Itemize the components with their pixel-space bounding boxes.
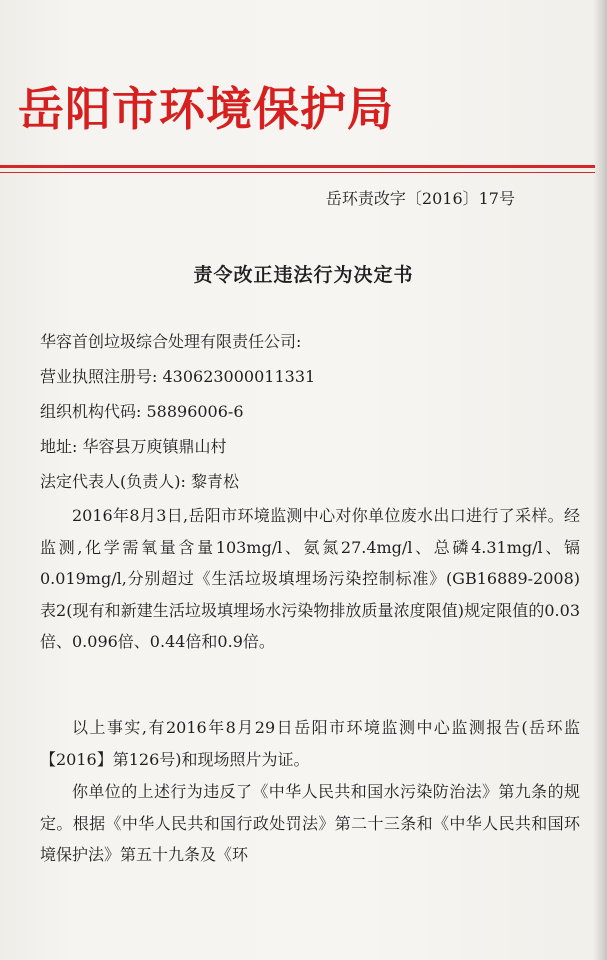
paragraph-2 (40, 712, 580, 775)
legal-rep-line: 法定代表人(负责人): 黎青松 (40, 472, 239, 491)
header-rule-thick (0, 165, 595, 168)
recipient-line: 华容首创垃圾综合处理有限责任公司: (40, 332, 302, 351)
address-line: 地址: 华容县万庾镇鼎山村 (40, 437, 227, 456)
header-rule-thin (0, 172, 595, 173)
license-line: 营业执照注册号: 430623000011331 (40, 367, 316, 386)
document-title: 责令改正违法行为决定书 (193, 264, 414, 286)
org-code-line: 组织机构代码: 58896006-6 (40, 402, 244, 421)
paragraph-1 (40, 500, 580, 658)
page-edge-shadow (593, 0, 607, 960)
paragraph-3 (40, 776, 580, 871)
document-number: 岳环责改字〔2016〕17号 (325, 189, 515, 208)
paragraph-2-text: 以上事实,有2016年8月29日岳阳市环境监测中心监测报告(岳环监【2016】第126号)和现场照片为证。 (40, 718, 580, 769)
paragraph-1-text: 2016年8月3日,岳阳市环境监测中心对你单位废水出口进行了采样。经监测,化学需氧量含量103mg/l、氨氮27.4mg/l、总磷4.31mg/l、镉0.019mg/l,分别超过《生活垃圾填埋场污染控制标准》(GB16889-2008)表2(现有和新建生活垃圾填埋场水污染物排放质量浓度限值)规定限值的0.03倍、0.096倍、0.44倍和0.9倍。 (40, 506, 580, 651)
paragraph-3-text: 你单位的上述行为违反了《中华人民共和国水污染防治法》第九条的规定。根据《中华人民共和国行政处罚法》第二十三条和《中华人民共和国环境保护法》第五十九条及《环 (40, 782, 580, 864)
agency-header: 岳阳市环境保护局 (18, 82, 394, 136)
